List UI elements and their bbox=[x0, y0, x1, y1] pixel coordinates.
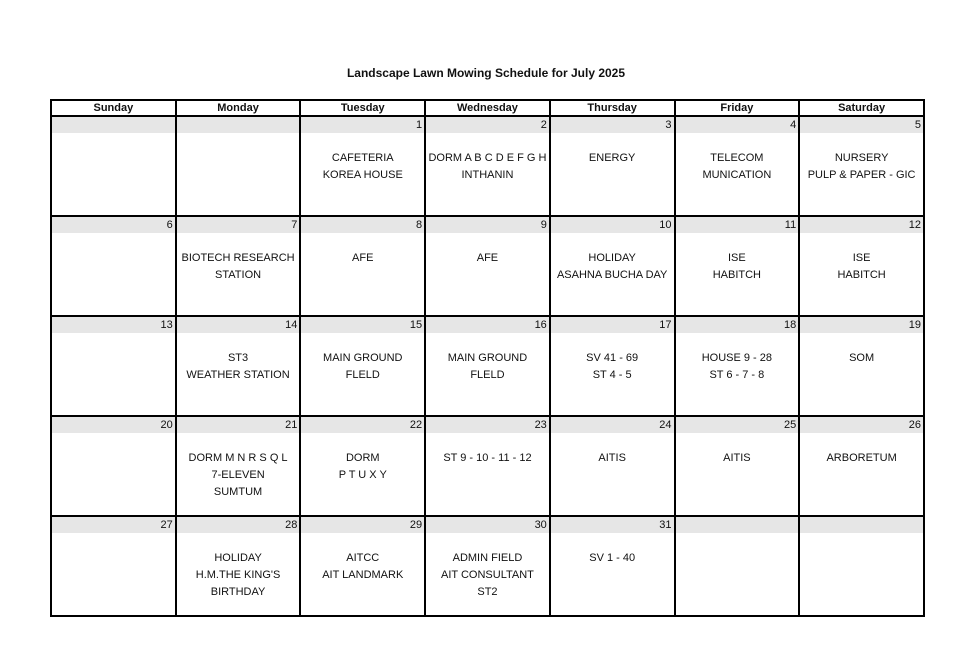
task-item: FLELD bbox=[345, 369, 380, 381]
day-header-row bbox=[51, 100, 924, 116]
day-cell bbox=[799, 516, 924, 616]
date-number: 4 bbox=[676, 117, 799, 133]
day-header-tuesday: Tuesday bbox=[300, 100, 425, 116]
day-cell bbox=[425, 516, 550, 616]
day-cell bbox=[675, 116, 800, 216]
task-list bbox=[676, 150, 799, 184]
date-number: 11 bbox=[676, 217, 799, 233]
task-list bbox=[426, 350, 549, 384]
day-header-monday: Monday bbox=[176, 100, 301, 116]
day-cell bbox=[550, 316, 675, 416]
date-number: 22 bbox=[301, 417, 424, 433]
task-item: DORM bbox=[345, 452, 380, 464]
day-cell bbox=[799, 316, 924, 416]
task-item: AITIS bbox=[723, 452, 751, 464]
date-number: 2 bbox=[426, 117, 549, 133]
date-number: 1 bbox=[301, 117, 424, 133]
date-number: 14 bbox=[177, 317, 300, 333]
date-number: 3 bbox=[551, 117, 674, 133]
week-row bbox=[51, 516, 924, 616]
task-list bbox=[676, 450, 799, 467]
task-item: SUMTUM bbox=[213, 486, 263, 498]
task-list bbox=[800, 450, 923, 467]
task-item: ST2 bbox=[477, 586, 498, 598]
date-number: 31 bbox=[551, 517, 674, 533]
day-cell bbox=[550, 516, 675, 616]
task-list bbox=[426, 450, 549, 467]
date-number bbox=[800, 517, 923, 533]
task-list bbox=[177, 350, 300, 384]
task-list bbox=[676, 350, 799, 384]
task-list bbox=[426, 150, 549, 184]
day-cell bbox=[425, 416, 550, 516]
day-cell bbox=[675, 216, 800, 316]
task-item: HOLIDAY bbox=[214, 552, 262, 564]
day-cell bbox=[425, 116, 550, 216]
day-cell bbox=[300, 216, 425, 316]
task-item: HOLIDAY bbox=[588, 252, 636, 264]
task-list bbox=[551, 350, 674, 384]
date-number: 27 bbox=[52, 517, 175, 533]
date-number: 16 bbox=[426, 317, 549, 333]
task-list bbox=[551, 250, 674, 284]
day-cell bbox=[425, 216, 550, 316]
day-cell bbox=[300, 116, 425, 216]
task-item: ST 6 - 7 - 8 bbox=[709, 369, 765, 381]
date-number: 12 bbox=[800, 217, 923, 233]
task-list bbox=[301, 350, 424, 384]
task-item: AITCC bbox=[346, 552, 380, 564]
date-number: 20 bbox=[52, 417, 175, 433]
date-number: 23 bbox=[426, 417, 549, 433]
task-list bbox=[177, 550, 300, 601]
task-list bbox=[177, 250, 300, 284]
task-list bbox=[676, 250, 799, 284]
day-cell bbox=[51, 416, 176, 516]
calendar-body bbox=[51, 116, 924, 616]
day-header-wednesday: Wednesday bbox=[425, 100, 550, 116]
date-number: 30 bbox=[426, 517, 549, 533]
task-item: H.M.THE KING'S bbox=[195, 569, 281, 581]
date-number: 6 bbox=[52, 217, 175, 233]
task-item: HABITCH bbox=[837, 269, 886, 281]
date-number: 10 bbox=[551, 217, 674, 233]
task-item: STATION bbox=[215, 269, 262, 281]
day-cell bbox=[300, 416, 425, 516]
day-header-friday: Friday bbox=[675, 100, 800, 116]
task-item: DORM A B C D E F G H bbox=[428, 152, 547, 164]
task-item: BIOTECH RESEARCH bbox=[181, 252, 295, 264]
date-number: 26 bbox=[800, 417, 923, 433]
day-header-saturday: Saturday bbox=[799, 100, 924, 116]
date-number bbox=[676, 517, 799, 533]
task-list bbox=[301, 450, 424, 484]
task-item: HABITCH bbox=[712, 269, 761, 281]
day-cell bbox=[176, 216, 301, 316]
task-item: SOM bbox=[849, 352, 875, 364]
task-item: SV 1 - 40 bbox=[589, 552, 636, 564]
day-cell bbox=[425, 316, 550, 416]
date-number bbox=[177, 117, 300, 133]
day-cell bbox=[550, 216, 675, 316]
week-row bbox=[51, 416, 924, 516]
day-cell bbox=[675, 316, 800, 416]
task-item: ARBORETUM bbox=[826, 452, 897, 464]
task-item: INTHANIN bbox=[461, 169, 514, 181]
day-cell bbox=[300, 316, 425, 416]
calendar-table bbox=[50, 99, 925, 617]
task-list bbox=[551, 150, 674, 167]
task-list bbox=[301, 250, 424, 267]
day-cell bbox=[176, 316, 301, 416]
task-item: ADMIN FIELD bbox=[452, 552, 523, 564]
task-item: AIT CONSULTANT bbox=[441, 569, 534, 581]
date-number: 19 bbox=[800, 317, 923, 333]
task-item: BIRTHDAY bbox=[210, 586, 266, 598]
task-item: ASAHNA BUCHA DAY bbox=[556, 269, 668, 281]
task-list bbox=[800, 250, 923, 284]
day-cell bbox=[675, 416, 800, 516]
task-item: WEATHER STATION bbox=[186, 369, 290, 381]
task-list bbox=[177, 450, 300, 501]
date-number: 24 bbox=[551, 417, 674, 433]
date-number: 9 bbox=[426, 217, 549, 233]
task-item: AFE bbox=[352, 252, 374, 264]
task-item: ST3 bbox=[227, 352, 249, 364]
task-item: TELECOM bbox=[710, 152, 764, 164]
week-row bbox=[51, 216, 924, 316]
task-list bbox=[551, 550, 674, 567]
task-item: DORM M N R S Q L bbox=[188, 452, 288, 464]
task-list bbox=[426, 550, 549, 601]
task-item: P T U X Y bbox=[338, 469, 387, 481]
day-cell bbox=[176, 116, 301, 216]
day-cell bbox=[550, 116, 675, 216]
day-cell bbox=[300, 516, 425, 616]
day-cell bbox=[176, 516, 301, 616]
task-item: KOREA HOUSE bbox=[322, 169, 403, 181]
task-item: FLELD bbox=[470, 369, 505, 381]
task-item: ST 4 - 5 bbox=[592, 369, 632, 381]
task-item: ENERGY bbox=[588, 152, 636, 164]
day-cell bbox=[675, 516, 800, 616]
task-item: ST 9 - 10 - 11 - 12 bbox=[443, 452, 532, 464]
task-item: ISE bbox=[852, 252, 871, 264]
day-cell bbox=[799, 216, 924, 316]
task-item: AITIS bbox=[598, 452, 626, 464]
page-title: Landscape Lawn Mowing Schedule for July 2025 bbox=[346, 66, 626, 80]
date-number: 17 bbox=[551, 317, 674, 333]
task-item: MUNICATION bbox=[702, 169, 772, 181]
date-number: 25 bbox=[676, 417, 799, 433]
task-list bbox=[800, 150, 923, 184]
task-list bbox=[800, 350, 923, 367]
date-number: 5 bbox=[800, 117, 923, 133]
day-cell bbox=[799, 116, 924, 216]
date-number: 13 bbox=[52, 317, 175, 333]
task-list bbox=[301, 550, 424, 584]
date-number: 29 bbox=[301, 517, 424, 533]
task-item: SV 41 - 69 bbox=[586, 352, 639, 364]
task-list bbox=[301, 150, 424, 184]
task-item: 7-ELEVEN bbox=[211, 469, 265, 481]
task-item: MAIN GROUND bbox=[447, 352, 528, 364]
task-item: AIT LANDMARK bbox=[322, 569, 404, 581]
task-item: PULP & PAPER - GIC bbox=[807, 169, 916, 181]
task-item: HOUSE 9 - 28 bbox=[701, 352, 773, 364]
day-cell bbox=[51, 116, 176, 216]
day-cell bbox=[799, 416, 924, 516]
task-item: AFE bbox=[476, 252, 499, 264]
task-list bbox=[551, 450, 674, 467]
day-cell bbox=[550, 416, 675, 516]
task-item: ISE bbox=[728, 252, 746, 264]
day-cell bbox=[51, 216, 176, 316]
date-number: 28 bbox=[177, 517, 300, 533]
date-number: 15 bbox=[301, 317, 424, 333]
date-number: 8 bbox=[301, 217, 424, 233]
task-item: MAIN GROUND bbox=[323, 352, 403, 364]
task-item: NURSERY bbox=[834, 152, 889, 164]
day-header-sunday: Sunday bbox=[51, 100, 176, 116]
week-row bbox=[51, 316, 924, 416]
date-number bbox=[52, 117, 175, 133]
day-header-thursday: Thursday bbox=[550, 100, 675, 116]
day-cell bbox=[51, 516, 176, 616]
date-number: 7 bbox=[177, 217, 300, 233]
task-list bbox=[426, 250, 549, 267]
week-row bbox=[51, 116, 924, 216]
day-cell bbox=[51, 316, 176, 416]
task-item: CAFETERIA bbox=[331, 152, 394, 164]
date-number: 21 bbox=[177, 417, 300, 433]
day-cell bbox=[176, 416, 301, 516]
date-number: 18 bbox=[676, 317, 799, 333]
